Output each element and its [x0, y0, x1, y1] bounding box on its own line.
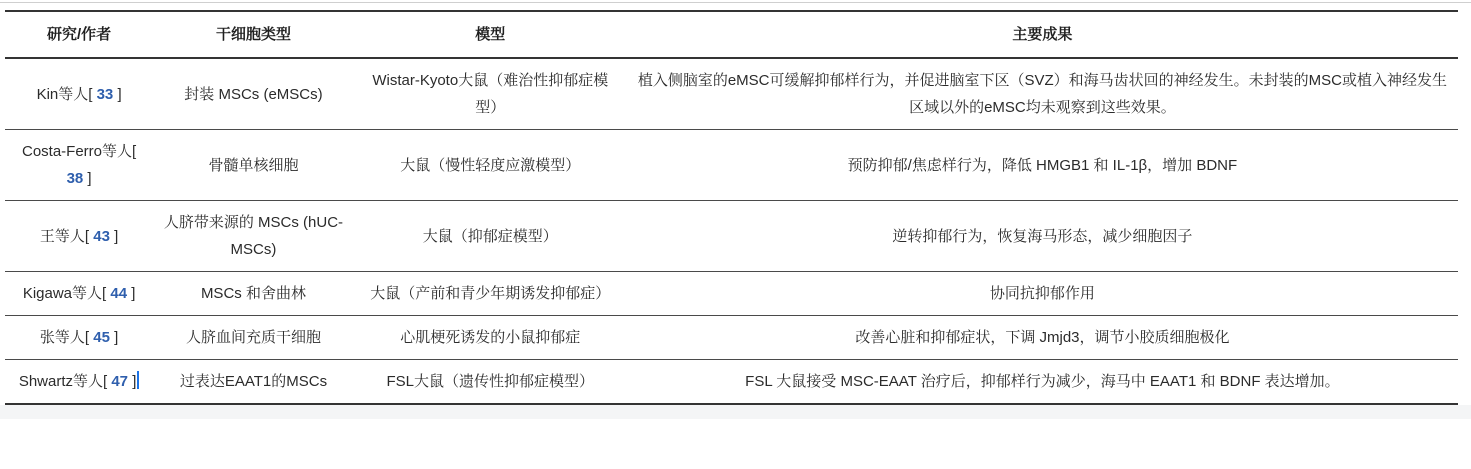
page-bottom-strip [0, 405, 1471, 419]
reference-link[interactable]: 45 [93, 329, 110, 346]
table-row [5, 58, 1458, 130]
column-header-stem-cell-type: 干细胞类型 [153, 11, 354, 58]
reference-link[interactable]: 33 [96, 85, 114, 103]
reference-link[interactable]: 38 [66, 170, 84, 187]
reference-link[interactable]: 43 [93, 227, 110, 245]
author-cell [5, 130, 153, 201]
header-row [5, 11, 1458, 58]
study-results-table [5, 10, 1458, 405]
outcome-cell: FSL 大鼠接受 MSC-EAAT 治疗后，抑郁样行为减少，海马中 EAAT1 和 BDNF 表达增加。 [627, 360, 1458, 405]
model-cell: 大鼠（产前和青少年期诱发抑郁症） [354, 272, 627, 316]
author-bracket: ] [109, 227, 119, 245]
table-row [5, 360, 1458, 405]
author-cell [5, 58, 153, 130]
model-cell: FSL大鼠（遗传性抑郁症模型） [354, 360, 627, 405]
author-text: Shwartz等人[ [18, 373, 112, 390]
author-text: 王等人[ [39, 227, 94, 245]
table-row [5, 201, 1458, 272]
author-bracket: ] [109, 329, 119, 346]
author-text: Kin等人[ [36, 85, 97, 103]
stem-cell-type-cell: MSCs 和舍曲林 [153, 272, 354, 316]
table-row [5, 316, 1458, 360]
model-cell: 大鼠（慢性轻度应激模型） [354, 130, 627, 201]
table-header [5, 11, 1458, 58]
stem-cell-type-cell: 过表达EAAT1的MSCs [153, 360, 354, 405]
reference-link[interactable]: 47 [111, 373, 129, 390]
table-row [5, 130, 1458, 201]
author-text: Kigawa等人[ [22, 285, 111, 302]
column-header-model: 模型 [354, 11, 627, 58]
stem-cell-type-cell: 封装 MSCs (eMSCs) [153, 58, 354, 130]
model-cell: 心肌梗死诱发的小鼠抑郁症 [354, 316, 627, 360]
author-text: 张等人[ [39, 329, 94, 346]
stem-cell-type-cell: 骨髓单核细胞 [153, 130, 354, 201]
author-bracket: ] [127, 285, 136, 302]
model-cell: Wistar-Kyoto大鼠（难治性抑郁症模型） [354, 58, 627, 130]
author-cell [5, 272, 153, 316]
column-header-main-outcome: 主要成果 [627, 11, 1458, 58]
outcome-cell: 逆转抑郁行为，恢复海马形态，减少细胞因子 [627, 201, 1458, 272]
column-header-study-author: 研究/作者 [5, 11, 153, 58]
author-cell [5, 360, 153, 405]
author-text: Costa-Ferro等人[ [22, 143, 137, 160]
table-body [5, 58, 1458, 404]
text-caret [137, 371, 139, 389]
author-bracket: ] [83, 170, 92, 187]
page-top-rule [0, 2, 1471, 3]
stem-cell-type-cell: 人脐血间充质干细胞 [153, 316, 354, 360]
outcome-cell: 改善心脏和抑郁症状，下调 Jmjd3，调节小胶质细胞极化 [627, 316, 1458, 360]
outcome-cell: 协同抗抑郁作用 [627, 272, 1458, 316]
study-table-container [5, 10, 1458, 405]
stem-cell-type-cell: 人脐带来源的 MSCs (hUC-MSCs) [153, 201, 354, 272]
author-bracket: ] [128, 373, 137, 390]
author-cell [5, 316, 153, 360]
author-bracket: ] [113, 85, 122, 103]
table-row [5, 272, 1458, 316]
outcome-cell: 预防抑郁/焦虑样行为，降低 HMGB1 和 IL-1β，增加 BDNF [627, 130, 1458, 201]
outcome-cell: 植入侧脑室的eMSC可缓解抑郁样行为，并促进脑室下区（SVZ）和海马齿状回的神经发生。未封装的MSC或植入神经发生区域以外的eMSC均未观察到这些效果。 [627, 58, 1458, 130]
model-cell: 大鼠（抑郁症模型） [354, 201, 627, 272]
reference-link[interactable]: 44 [110, 285, 128, 302]
author-cell [5, 201, 153, 272]
